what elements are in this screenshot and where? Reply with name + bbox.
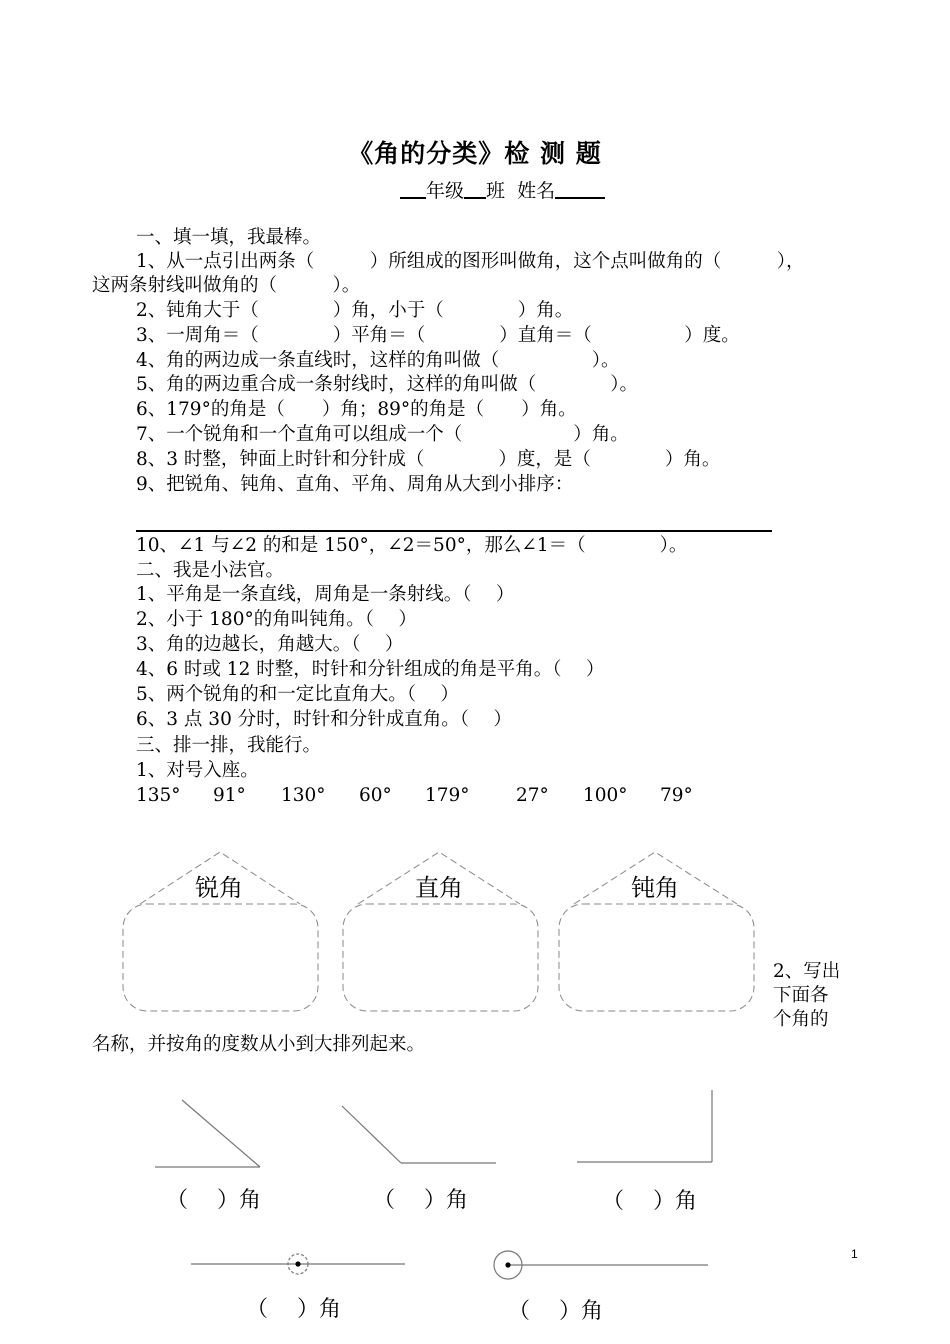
obtuse-angle-figure bbox=[342, 1106, 496, 1163]
question-9: 9、把锐角、钝角、直角、平角、周角从大到小排序： bbox=[136, 474, 574, 495]
house-roof-obtuse bbox=[574, 852, 737, 904]
degree-value: 179° bbox=[425, 785, 470, 806]
vertex-dot bbox=[295, 1261, 300, 1266]
category-label-right: 直角 bbox=[415, 874, 463, 902]
category-box-obtuse[interactable] bbox=[559, 904, 754, 1011]
grade-label: 年级 bbox=[426, 180, 465, 202]
answer-label-angle-4: （ ）角 bbox=[246, 1297, 341, 1322]
name-label: 姓名 bbox=[517, 180, 556, 202]
judge-item-6: 6、3 点 30 分时，时针和分针成直角。（ ） bbox=[136, 709, 512, 730]
question-6: 6、179°的角是（ ）角；89°的角是（ ）角。 bbox=[136, 399, 577, 420]
question-1b: 这两条射线叫做角的（ ）。 bbox=[92, 275, 361, 296]
right-angle-figure bbox=[577, 1090, 712, 1162]
judge-item-3: 3、角的边越长，角越大。（ ） bbox=[136, 634, 404, 655]
degree-value: 135° bbox=[136, 785, 181, 806]
question-10: 10、∠1 与∠2 的和是 150°，∠2＝50°，那么∠1＝（ ）。 bbox=[136, 535, 688, 556]
house-roof-acute bbox=[140, 852, 300, 904]
class-label: 班 bbox=[486, 180, 506, 202]
category-box-right[interactable] bbox=[343, 904, 538, 1011]
degree-value: 91° bbox=[213, 785, 246, 806]
section1-heading: 一、填一填，我最棒。 bbox=[136, 227, 322, 248]
vertex-dot bbox=[505, 1262, 510, 1267]
answer-label-angle-5: （ ）角 bbox=[508, 1299, 603, 1324]
judge-item-4: 4、6 时或 12 时整，时针和分针组成的角是平角。（ ） bbox=[136, 659, 605, 680]
house-roof-right bbox=[358, 852, 520, 904]
page-title: 《角的分类》检 测 题 bbox=[348, 139, 602, 168]
acute-angle-figure bbox=[155, 1100, 260, 1167]
section2-heading: 二、我是小法官。 bbox=[136, 560, 285, 581]
question-5: 5、角的两边重合成一条射线时，这样的角叫做（ ）。 bbox=[136, 374, 639, 395]
judge-item-1: 1、平角是一条直线，周角是一条射线。（ ） bbox=[136, 584, 515, 605]
category-label-acute: 锐角 bbox=[195, 874, 243, 902]
question-3-2-part2: 下面各 bbox=[773, 985, 829, 1006]
full-angle-figure bbox=[494, 1251, 708, 1279]
degree-value: 100° bbox=[583, 785, 628, 806]
question-3: 3、一周角＝（ ）平角＝（ ）直角＝（ ）度。 bbox=[136, 325, 740, 346]
answer-label-angle-3: （ ）角 bbox=[602, 1189, 697, 1214]
answer-label-angle-1: （ ）角 bbox=[166, 1188, 261, 1213]
degree-value: 60° bbox=[359, 785, 392, 806]
degree-value: 27° bbox=[516, 785, 549, 806]
degree-value: 130° bbox=[281, 785, 326, 806]
answer-label-angle-2: （ ）角 bbox=[373, 1188, 468, 1213]
question-7: 7、一个锐角和一个直角可以组成一个（ ）角。 bbox=[136, 424, 629, 445]
question-1a: 1、从一点引出两条（ ）所组成的图形叫做角，这个点叫做角的（ ）， bbox=[136, 251, 805, 272]
section3-heading: 三、排一排，我能行。 bbox=[136, 735, 322, 756]
question-4: 4、角的两边成一条直线时，这样的角叫做（ ）。 bbox=[136, 350, 620, 371]
question-3-1: 1、对号入座。 bbox=[136, 760, 259, 781]
question-3-2-cont: 名称，并按角的度数从小到大排列起来。 bbox=[92, 1034, 426, 1055]
category-box-acute[interactable] bbox=[123, 904, 318, 1011]
question-3-2-part1: 2、写出 bbox=[773, 961, 841, 982]
judge-item-5: 5、两个锐角的和一定比直角大。（ ） bbox=[136, 684, 459, 705]
question-2: 2、钝角大于（ ）角，小于（ ）角。 bbox=[136, 300, 574, 321]
question-8: 8、3 时整，钟面上时针和分针成（ ）度，是（ ）角。 bbox=[136, 449, 721, 470]
judge-item-2: 2、小于 180°的角叫钝角。（ ） bbox=[136, 609, 417, 630]
question-3-2-part3: 个角的 bbox=[773, 1009, 829, 1030]
degree-value: 79° bbox=[660, 785, 693, 806]
category-label-obtuse: 钝角 bbox=[631, 874, 679, 902]
page-number: 1 bbox=[851, 1247, 858, 1261]
